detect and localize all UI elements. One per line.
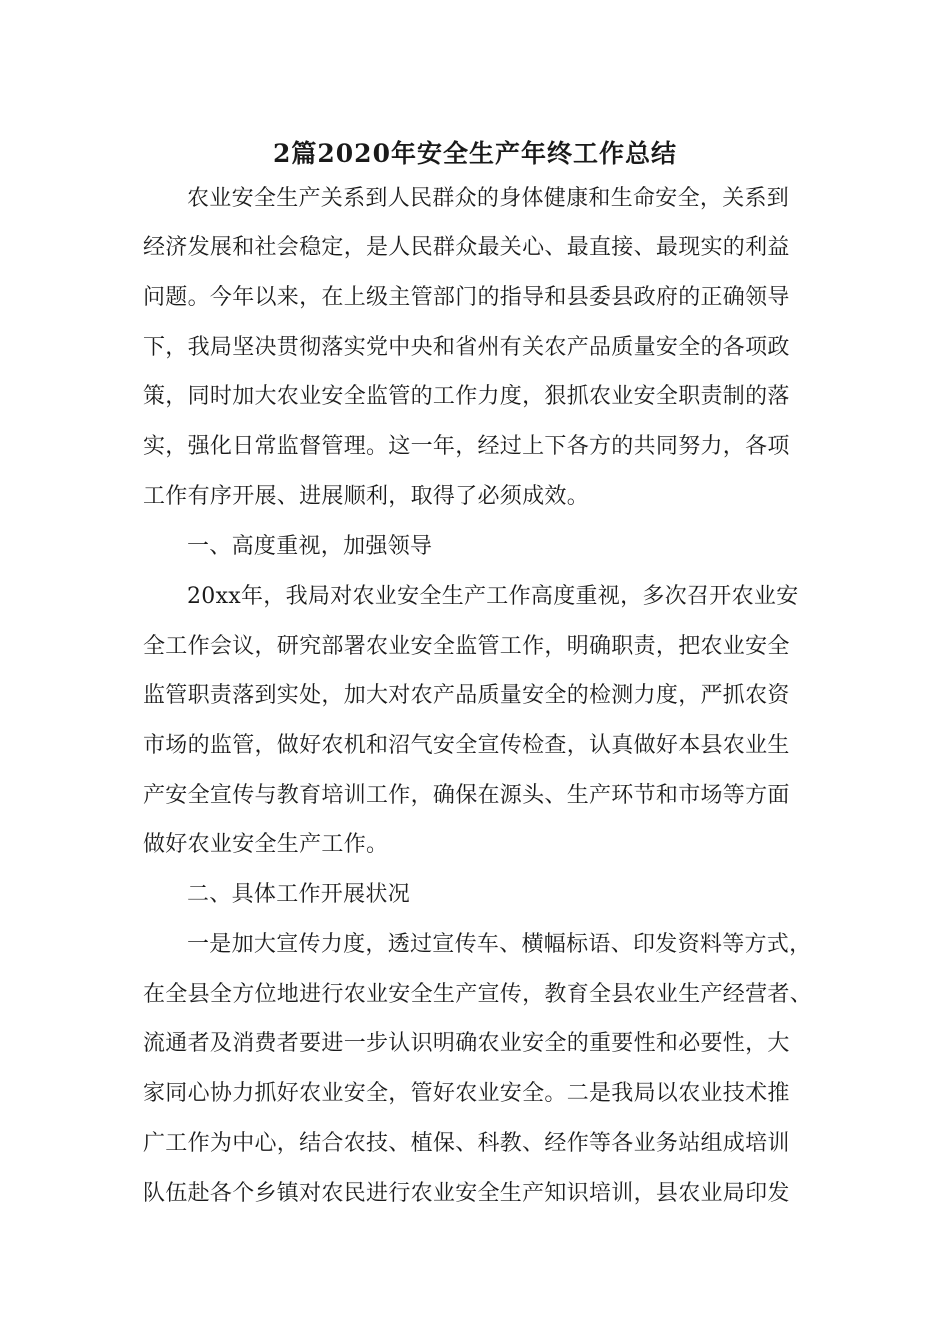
paragraph-line: 工作有序开展、进展顺利，取得了必须成效。: [143, 484, 590, 509]
paragraph-line: 全工作会议，研究部署农业安全监管工作，明确职责，把农业安全: [143, 634, 790, 659]
paragraph-line: 流通者及消费者要进一步认识明确农业安全的重要性和必要性，大: [143, 1031, 790, 1056]
paragraph-line: 经济发展和社会稳定，是人民群众最关心、最直接、最现实的利益: [143, 235, 790, 260]
paragraph-line: 在全县全方位地进行农业安全生产宣传，教育全县农业生产经营者、: [143, 982, 813, 1007]
paragraph-line: 下，我局坚决贯彻落实党中央和省州有关农产品质量安全的各项政: [143, 335, 790, 360]
paragraph-line: 监管职责落到实处，加大对农产品质量安全的检测力度，严抓农资: [143, 683, 790, 708]
paragraph-line: 市场的监管，做好农机和沼气安全宣传检查，认真做好本县农业生: [143, 733, 790, 758]
paragraph-line: 问题。今年以来，在上级主管部门的指导和县委县政府的正确领导: [143, 285, 790, 310]
paragraph-line: 家同心协力抓好农业安全，管好农业安全。二是我局以农业技术推: [143, 1081, 790, 1106]
paragraph-line: 广工作为中心，结合农技、植保、科教、经作等各业务站组成培训: [143, 1131, 790, 1156]
paragraph-line: 一是加大宣传力度，透过宣传车、横幅标语、印发资料等方式，: [187, 932, 812, 957]
paragraph-line: 20xx年，我局对农业安全生产工作高度重视，多次召开农业安: [187, 584, 799, 609]
paragraph-line: 实，强化日常监督管理。这一年，经过上下各方的共同努力，各项: [143, 434, 790, 459]
paragraph-line: 队伍赴各个乡镇对农民进行农业安全生产知识培训，县农业局印发: [143, 1181, 790, 1206]
document-title: 2篇2020年安全生产年终工作总结: [273, 139, 677, 168]
paragraph-line: 产安全宣传与教育培训工作，确保在源头、生产环节和市场等方面: [143, 783, 790, 808]
section-heading: 一、高度重视，加强领导: [187, 534, 433, 559]
paragraph-line: 做好农业安全生产工作。: [143, 832, 389, 857]
paragraph-line: 策，同时加大农业安全监管的工作力度，狠抓农业安全职责制的落: [143, 384, 790, 409]
section-heading: 二、具体工作开展状况: [187, 882, 411, 907]
paragraph-line: 农业安全生产关系到人民群众的身体健康和生命安全，关系到: [187, 186, 790, 211]
